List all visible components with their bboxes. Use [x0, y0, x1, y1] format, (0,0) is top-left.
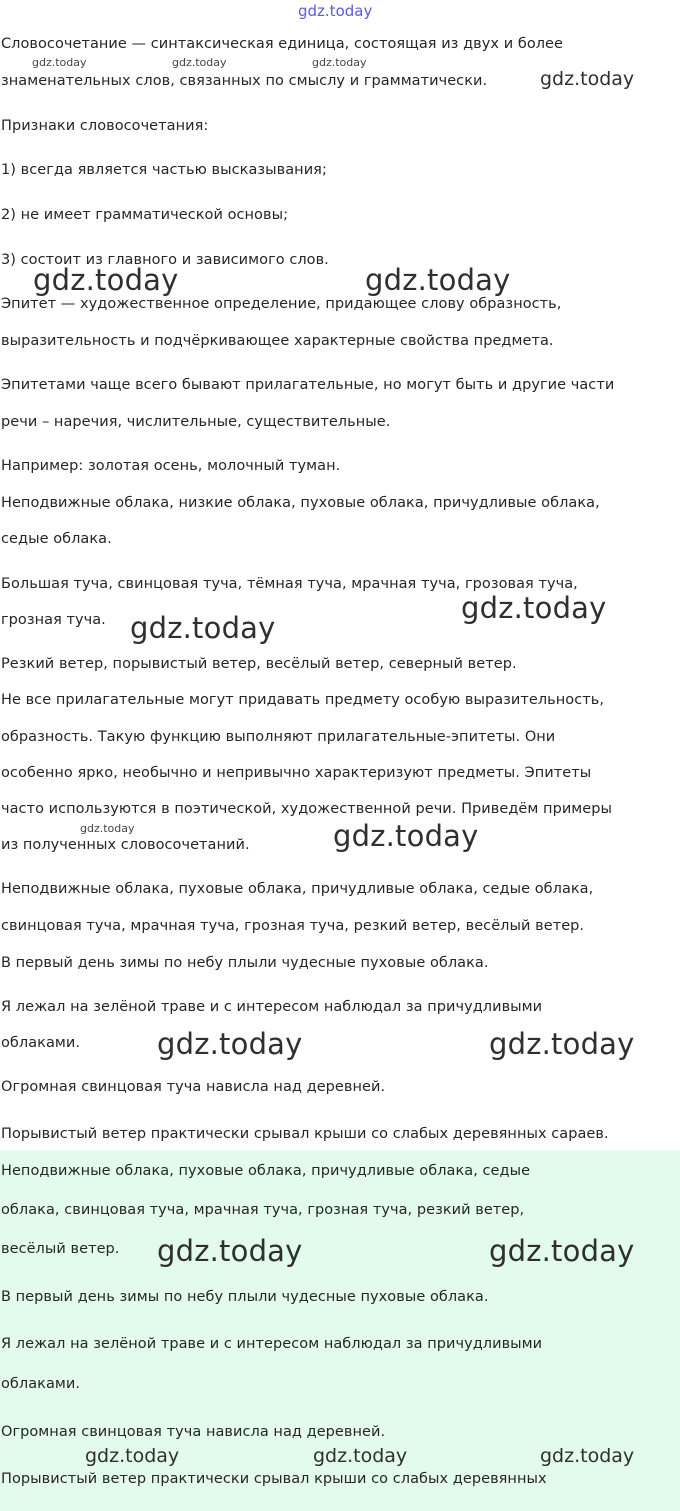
- watermark: gdz.today: [85, 1445, 180, 1467]
- watermark: gdz.today: [312, 56, 367, 69]
- text-line: 2) не имеет грамматической основы;: [1, 207, 288, 223]
- text-line: часто используются в поэтической, художественной речи. Приведём примеры: [1, 801, 613, 817]
- watermark: gdz.today: [540, 68, 635, 90]
- text-line: Эпитетами чаще всего бывают прилагательные, но могут быть и другие части: [1, 377, 615, 393]
- text-line: Порывистый ветер практически срывал крыши со слабых деревянных сараев.: [1, 1126, 609, 1142]
- text-line: Большая туча, свинцовая туча, тёмная туча, мрачная туча, грозовая туча,: [1, 576, 578, 592]
- text-line: Признаки словосочетания:: [1, 118, 209, 134]
- watermark: gdz.today: [489, 1027, 635, 1061]
- watermark: gdz.today: [540, 1445, 635, 1467]
- text-line: Эпитет — художественное определение, придающее слову образность,: [1, 296, 562, 312]
- text-line: образность. Такую функцию выполняют прилагательные-эпитеты. Они: [1, 729, 556, 745]
- text-line: Словосочетание — синтаксическая единица, состоящая из двух и более: [1, 36, 564, 52]
- text-line: грозная туча.: [1, 612, 106, 628]
- text-line: 1) всегда является частью высказывания;: [1, 162, 327, 178]
- watermark: gdz.today: [365, 263, 511, 297]
- answer-line: облаками.: [1, 1376, 81, 1392]
- watermark: gdz.today: [489, 1234, 635, 1268]
- text-line: речи – наречия, числительные, существительные.: [1, 414, 391, 430]
- text-line: Не все прилагательные могут придавать предмету особую выразительность,: [1, 692, 605, 708]
- text-line: свинцовая туча, мрачная туча, грозная туча, резкий ветер, весёлый ветер.: [1, 918, 585, 934]
- watermark: gdz.today: [461, 591, 607, 625]
- answer-line: Я лежал на зелёной траве и с интересом наблюдал за причудливыми: [1, 1336, 543, 1352]
- text-line: знаменательных слов, связанных по смыслу и грамматически.: [1, 73, 488, 89]
- text-line: седые облака.: [1, 531, 112, 547]
- text-line: Резкий ветер, порывистый ветер, весёлый ветер, северный ветер.: [1, 656, 517, 672]
- answer-line: Неподвижные облака, пуховые облака, причудливые облака, седые: [1, 1163, 531, 1179]
- watermark: gdz.today: [313, 1445, 408, 1467]
- answer-line: Порывистый ветер практически срывал крыши со слабых деревянных: [1, 1471, 547, 1487]
- watermark: gdz.today: [130, 611, 276, 645]
- text-line: Например: золотая осень, молочный туман.: [1, 458, 341, 474]
- text-line: из полученных словосочетаний.: [1, 837, 250, 853]
- watermark: gdz.today: [157, 1027, 303, 1061]
- watermark: gdz.today: [32, 56, 87, 69]
- text-line: Огромная свинцовая туча нависла над деревней.: [1, 1079, 386, 1095]
- watermark: gdz.today: [80, 822, 135, 835]
- watermark: gdz.today: [333, 819, 479, 853]
- watermark: gdz.today: [33, 263, 179, 297]
- text-line: особенно ярко, необычно и непривычно характеризуют предметы. Эпитеты: [1, 765, 592, 781]
- text-line: Неподвижные облака, низкие облака, пуховые облака, причудливые облака,: [1, 495, 600, 511]
- text-line: В первый день зимы по небу плыли чудесные пуховые облака.: [1, 955, 489, 971]
- watermark: gdz.today: [172, 56, 227, 69]
- answer-line: весёлый ветер.: [1, 1241, 120, 1257]
- answer-line: В первый день зимы по небу плыли чудесные пуховые облака.: [1, 1289, 489, 1305]
- watermark: gdz.today: [298, 2, 373, 20]
- text-line: выразительность и подчёркивающее характерные свойства предмета.: [1, 333, 554, 349]
- text-line: Неподвижные облака, пуховые облака, причудливые облака, седые облака,: [1, 881, 594, 897]
- answer-line: Огромная свинцовая туча нависла над деревней.: [1, 1424, 386, 1440]
- watermark: gdz.today: [157, 1234, 303, 1268]
- text-line: Я лежал на зелёной траве и с интересом наблюдал за причудливыми: [1, 999, 543, 1015]
- text-line: 3) состоит из главного и зависимого слов.: [1, 252, 329, 268]
- answer-line: облака, свинцовая туча, мрачная туча, грозная туча, резкий ветер,: [1, 1202, 525, 1218]
- text-line: облаками.: [1, 1035, 81, 1051]
